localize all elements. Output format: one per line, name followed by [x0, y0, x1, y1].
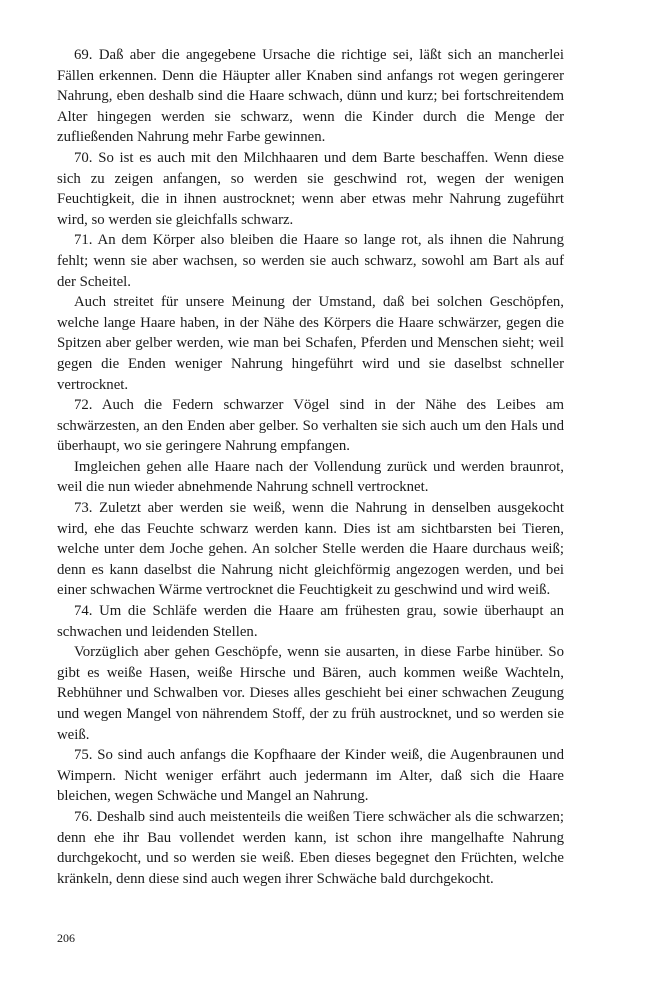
paragraph-72-continued: Imgleichen gehen alle Haare nach der Vollendung zurück und werden braunrot, weil die nun wieder abnehmende Nahrung schnell vertrocknet.: [57, 458, 564, 496]
paragraph-74: 74. Um die Schläfe werden die Haare am frühesten grau, sowie überhaupt an schwachen und leidenden Stellen.: [57, 603, 564, 640]
paragraph-69: 69. Daß aber die angegebene Ursache die richtige sei, läßt sich an mancherlei Fällen erkennen. Denn die Häupter aller Knaben sind anfangs rot wegen geringerer Nahrung, eben deshalb sind die Haare schwach, dünn und kurz; bei fortschreitendem Alter hingegen werden sie schwarz, wenn die Kinder durch die Menge der zufließenden Nahrung mehr Farbe gewinnen.: [57, 47, 564, 146]
paragraph-73: 73. Zuletzt aber werden sie weiß, wenn die Nahrung in denselben ausgekocht wird, ehe das Feuchte schwarz werden kann. Dies ist am sichtbarsten bei Tieren, welche unter dem Joche gehen. An solcher Stelle werden die Haare durchaus weiß; denn es kann daselbst die Nahrung nicht gleichförmig angezogen werden, und bei einer schwachen Wärme vertrocknet die Feuchtigkeit zu geschwind und wird weiß.: [57, 500, 564, 599]
page-body: [57, 45, 564, 889]
paragraph-71-continued: Auch streitet für unsere Meinung der Umstand, daß bei solchen Geschöpfen, welche lange Haare haben, in der Nähe des Körpers die Haare schwärzer, gegen die Spitzen aber gelber werden, wie man bei Schafen, Pferden und Menschen sieht; weil gegen die Enden weniger Nahrung hingeführt wird und sie daselbst schneller vertrocknet.: [57, 294, 564, 393]
paragraph-74-continued: Vorzüglich aber gehen Geschöpfe, wenn sie ausarten, in diese Farbe hinüber. So gibt es weiße Hasen, weiße Hirsche und Bären, auch kommen weiße Wachteln, Rebhühner und Schwalben vor. Dieses alles geschieht bei einer schwachen Zeugung und wegen Mangel von nährendem Stoff, der zu früh austrocknet, und so werden sie weiß.: [57, 644, 564, 743]
page-number: 206: [57, 931, 75, 945]
paragraph-71: 71. An dem Körper also bleiben die Haare so lange rot, als ihnen die Nahrung fehlt; wenn sie aber wachsen, so werden sie auch schwarz, sowohl am Bart als auf der Scheitel.: [57, 232, 564, 290]
paragraph-76: 76. Deshalb sind auch meistenteils die weißen Tiere schwächer als die schwarzen; denn ehe ihr Bau vollendet werden kann, ist schon ihre mangelhafte Nahrung durchgekocht, und so werden sie weiß. Eben dieses begegnet den Früchten, welche kränkeln, denn diese sind auch wegen ihrer Schwäche bald durchgekocht.: [57, 808, 564, 887]
paragraph-70: 70. So ist es auch mit den Milchhaaren und dem Barte beschaffen. Wenn diese sich zu zeigen anfangen, so werden sie geschwind rot, wegen der wenigen Feuchtigkeit, die in ihnen austrocknet; wenn aber etwas mehr Nahrung zugeführt wird, so werden sie gleichfalls schwarz.: [57, 149, 564, 228]
paragraph-72: 72. Auch die Federn schwarzer Vögel sind in der Nähe des Leibes am schwärzesten, an den Enden aber gelber. So verhalten sie sich auch um den Hals und überhaupt, wo sie geringere Nahrung empfangen.: [57, 397, 564, 455]
paragraph-75: 75. So sind auch anfangs die Kopfhaare der Kinder weiß, die Augenbraunen und Wimpern. Nicht weniger erfährt auch jedermann im Alter, daß sich die Haare bleichen, wegen Schwäche und Mangel an Nahrung.: [57, 747, 564, 805]
